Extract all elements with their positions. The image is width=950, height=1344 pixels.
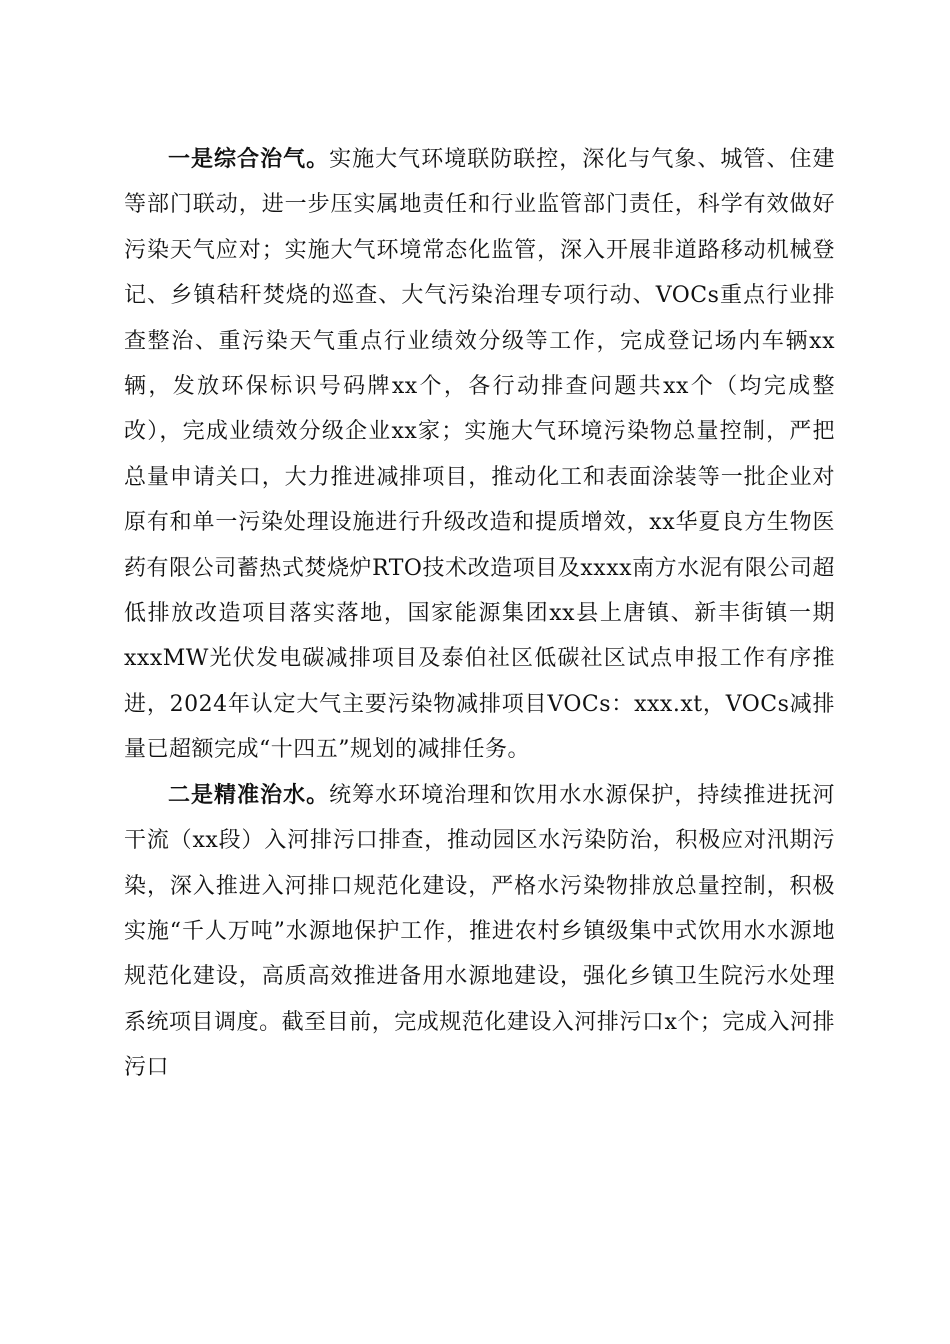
paragraph-lead: 二是精准治水。 [168, 781, 330, 808]
paragraph-text: 实施大气环境联防联控，深化与气象、城管、住建等部门联动，进一步压实属地责任和行业监管部门责任，科学有效做好污染天气应对；实施大气环境常态化监管，深入开展非道路移动机械登记、乡镇秸秆焚烧的巡查、大气污染治理专项行动、VOCs重点行业排查整治、重污染天气重点行业绩效分级等工作，完成登记场内车辆xx辆，发放环保标识号码牌xx个，各行动排查问题共xx个（均完成整改），完成业绩效分级企业xx家；实施大气环境污染物总量控制，严把总量申请关口，大力推进减排项目，推动化工和表面涂装等一批企业对原有和单一污染处理设施进行升级改造和提质增效，xx华夏良方生物医药有限公司蓄热式焚烧炉RTO技术改造项目及xxxx南方水泥有限公司超低排放改造项目落实落地，国家能源集团xx县上唐镇、新丰街镇一期xxxMW光伏发电碳减排项目及泰伯社区低碳社区试点申报工作有序推进，2024年认定大气主要污染物减排项目VOCs：xxx.xt，VOCs减排量已超额完成“十四五”规划的减排任务。 [124, 147, 835, 763]
paragraph-water-governance [124, 773, 835, 1091]
paragraph-lead: 一是综合治气。 [168, 146, 330, 172]
paragraph-air-governance [124, 137, 835, 773]
paragraph-text: 统筹水环境治理和饮用水水源保护，持续推进抚河干流（xx段）入河排污口排查，推动园区水污染防治，积极应对汛期污染，深入推进入河排口规范化建设，严格水污染物排放总量控制，积极实施“千人万吨”水源地保护工作，推进农村乡镇级集中式饮用水水源地规范化建设，高质高效推进备用水源地建设，强化乡镇卫生院污水处理系统项目调度。截至目前，完成规范化建设入河排污口x个；完成入河排污口 [124, 782, 835, 1081]
document-body [124, 137, 835, 1091]
